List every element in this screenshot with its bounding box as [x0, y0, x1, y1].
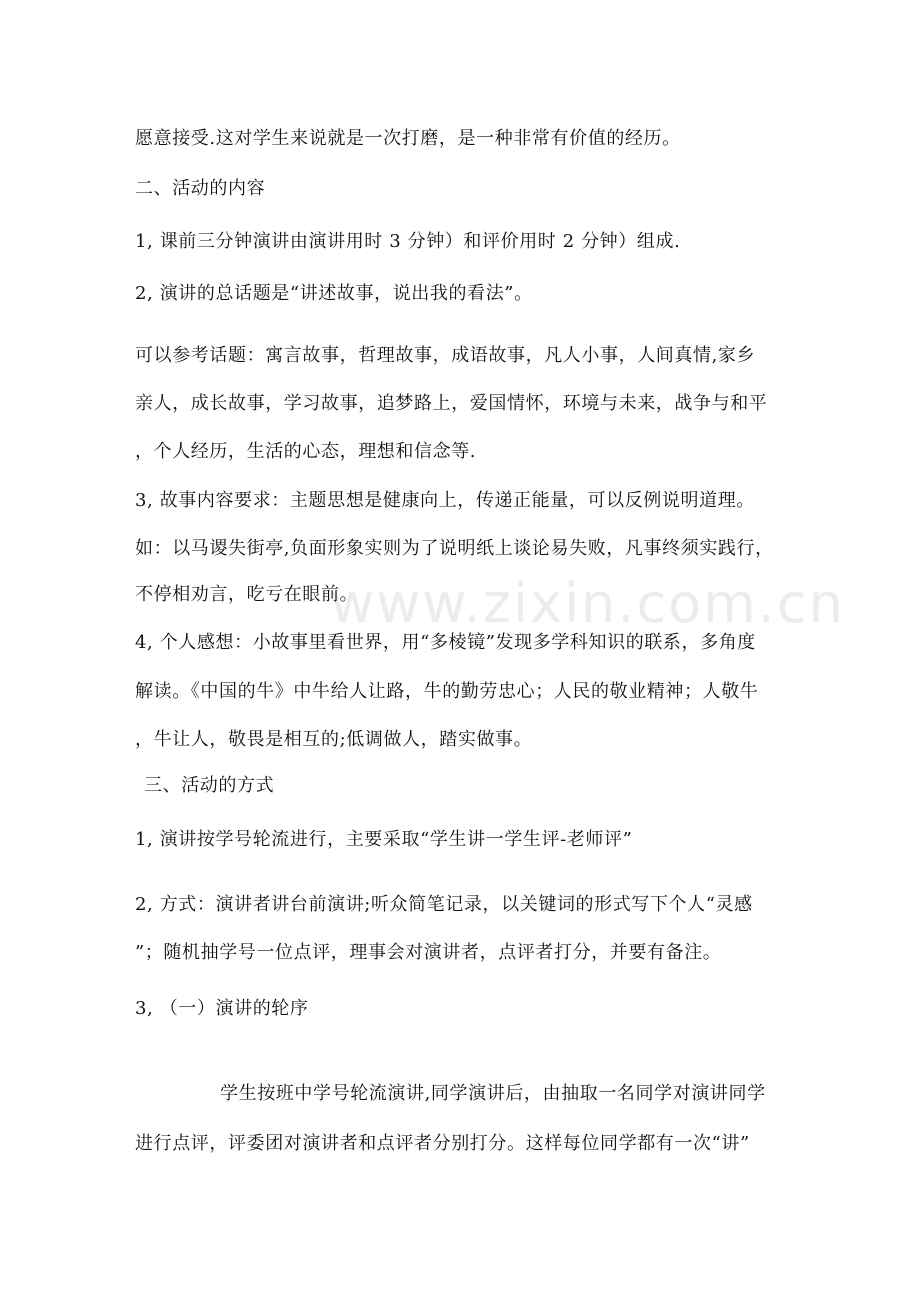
paragraph-line: ，牛让人，敬畏是相互的;低调做人，踏实做事。: [135, 729, 533, 750]
paragraph-line: 不停相劝言，吃亏在眼前。: [135, 584, 359, 605]
list-item: 2, 方式：演讲者讲台前演讲;听众简笔记录，以关键词的形式写下个人“灵感: [135, 894, 753, 915]
list-item: 2, 演讲的总话题是“讲述故事，说出我的看法”。: [135, 283, 533, 304]
paragraph-line: ”；随机抽学号一位点评，理事会对演讲者，点评者打分，并要有备注。: [135, 942, 722, 963]
paragraph-line: 亲人，成长故事，学习故事，追梦路上，爱国情怀，环境与未来，战争与和平: [135, 393, 768, 414]
list-item: 1, 演讲按学号轮流进行，主要采取“学生讲一学生评-老师评”: [135, 829, 633, 850]
paragraph-line: 愿意接受.这对学生来说就是一次打磨，是一种非常有价值的经历。: [135, 128, 681, 149]
paragraph-line: ，个人经历，生活的心态，理想和信念等.: [135, 441, 477, 462]
list-item: 3, （一）演讲的轮序: [135, 998, 309, 1019]
section-heading: 二、活动的内容: [135, 178, 266, 199]
paragraph-line: 如：以马谡失街亭,负面形象实则为了说明纸上谈论易失败，凡事终须实践行，: [135, 538, 774, 559]
paragraph-line: 解读。《中国的牛》中牛给人让路，牛的勤劳忠心；人民的敬业精神；人敬牛: [135, 681, 759, 702]
list-item: 3, 故事内容要求：主题思想是健康向上，传递正能量，可以反例说明道理。: [135, 490, 755, 511]
paragraph-line: 进行点评，评委团对演讲者和点评者分别打分。这样每位同学都有一次“讲”: [135, 1133, 750, 1154]
section-heading: 三、活动的方式: [144, 775, 275, 796]
list-item: 4, 个人感想：小故事里看世界，用“多棱镜”发现多学科知识的联系，多角度: [135, 632, 756, 653]
list-item: 1, 课前三分钟演讲由演讲用时 3 分钟）和评价用时 2 分钟）组成.: [135, 231, 681, 252]
watermark: www.zixin.com.cn: [330, 572, 845, 635]
paragraph-line: 可以参考话题：寓言故事，哲理故事，成语故事，凡人小事，人间真情,家乡: [135, 345, 756, 366]
paragraph-line: 学生按班中学号轮流演讲,同学演讲后，由抽取一名同学对演讲同学: [220, 1083, 766, 1104]
